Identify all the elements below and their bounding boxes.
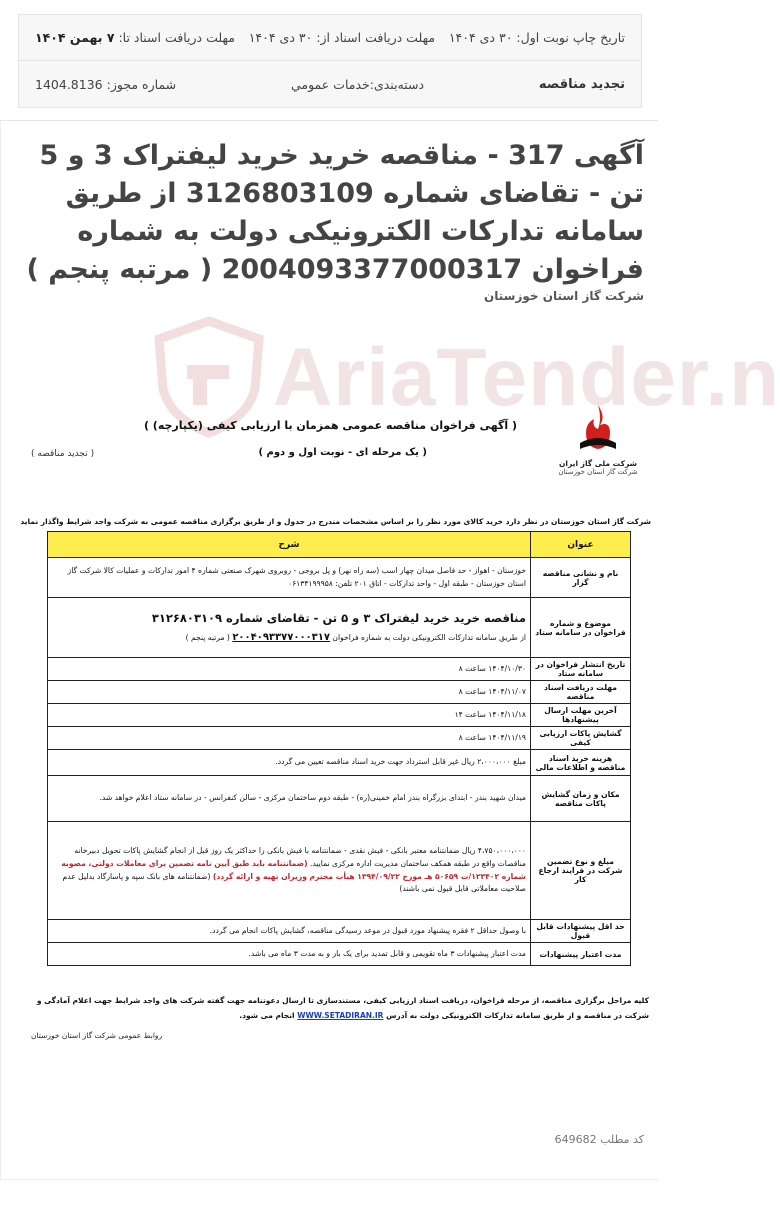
logo-caption: شرکت ملی گاز ایران: [559, 459, 637, 468]
row-label: آخرین مهلت ارسال پیشنهادها: [531, 704, 631, 727]
scan-signature: روابط عمومی شرکت گاز استان خوزستان: [31, 1031, 163, 1040]
scan-intro: شرکت گاز استان خوزستان در نظر دارد خرید کالای مورد نظر را بر اساس مشخصات مندرج در جدول و از طریق برگزاری مناقصه عمومی به شرکت واجد شرایط واگذار نماید: [20, 517, 651, 526]
row-value: ۱۴۰۴/۱۱/۱۸ ساعت ۱۴: [48, 704, 531, 727]
row-label: مبلغ و نوع تضمین شرکت در فرایند ارجاع کار: [531, 822, 631, 920]
table-row: [48, 704, 631, 727]
row-label: موضوع و شماره فراخوان در سامانه ستاد: [531, 598, 631, 658]
row-value: خوزستان - اهواز - حد فاصل میدان چهار اسب (سه راه نهر) و پل بروجی - روبروی شهرک صنعتی شماره ۴ امور تدارکات و عملیات کالا شرکت گاز استان خوزستان - طبقه اول - واحد تدارکات - اتاق ۲۰۱ تلفن: ۰۶۱۳۴۱۹۹۹۵۸: [48, 558, 531, 598]
announcement-card: [0, 120, 780, 1180]
row-value: ۱۴۰۴/۱۱/۰۷ ساعت ۸: [48, 681, 531, 704]
row-label: مدت اعتبار پیشنهادات: [531, 943, 631, 966]
row-label: تاریخ انتشار فراخوان در سامانه ستاد: [531, 658, 631, 681]
row-value: میدان شهید بندر - ابتدای بزرگراه بندر امام خمینی(ره) - طبقه دوم ساختمان مرکزی - سالن کنفرانس - در سامانه ستاد اعلام خواهد شد.: [48, 776, 531, 822]
table-row: [48, 750, 631, 776]
col-title: عنوان: [531, 532, 631, 558]
table-row: [48, 558, 631, 598]
scanned-announcement: [20, 403, 653, 1040]
guarantee-text: ۴،۷۵۰،۰۰۰،۰۰۰ ریال ضمانتنامه معتبر بانکی - فیش نقدی - ضمانتنامه با فیش بانکی را حداکثر یک روز قبل از انجام گشایش پاکات تحویل دبیرخانه مناقصات واقع در طبقه همکف ساختمان مدیریت اداره مرکزی نمایید.: [74, 845, 526, 868]
row-value: ۱۴۰۴/۱۱/۱۹ ساعت ۸: [48, 727, 531, 750]
page-title: آگهی 317 - مناقصه خرید خرید لیفتراک 3 و 5 تن - تقاضای شماره 3126803109 از طریق سامانه تدارکات الکترونیکی دولت به شماره فراخوان 2004093377000317 ( مرتبه پنجم ): [26, 140, 644, 285]
article-code: کد مطلب 649682: [554, 1133, 644, 1146]
row-label: حد اقل پیشنهادات قابل قبول: [531, 920, 631, 943]
receive-from: مهلت دریافت اسناد از: ۳۰ دی ۱۴۰۴: [248, 30, 436, 45]
row-label: نام و نشانی مناقصه گزار: [531, 558, 631, 598]
tender-table: [47, 531, 631, 966]
company-logo: [553, 403, 643, 476]
row-value: ۱۴۰۴/۱۰/۳۰ ساعت ۸: [48, 658, 531, 681]
tender-info-box: [18, 14, 642, 108]
info-row-meta: [19, 61, 641, 107]
call-number-line: از طریق سامانه تدارکات الکترونیکی دولت به شماره فراخوان ۲۰۰۴۰۹۳۳۷۷۰۰۰۳۱۷ ( مرتبه پنجم ): [185, 631, 526, 643]
row-value: با وصول حداقل ۲ فقره پیشنهاد مورد قبول در موعد رسیدگی مناقصه، گشایش پاکات انجام می گردد.: [48, 920, 531, 943]
guarantee-rule: (ضمانتنامه باید طبق آیین نامه تضمین برای معاملات دولتی، مصوبه شماره ۱۲۳۴۰۲/ت ۵۰۶۵۹ هـ مورخ ۱۳۹۴/۰۹/۲۲ هیأت محترم وزیران تهیه و ارائه گردد): [61, 858, 526, 881]
table-row: [48, 920, 631, 943]
row-label: مکان و زمان گشایش پاکات مناقصه: [531, 776, 631, 822]
scan-footer: کلیه مراحل برگزاری مناقصه، از مرحله فراخوان، دریافت اسناد ارزیابی کیفی، مستندسازی تا ارسال دعوتنامه جهت گفته شرکت های واجد شرایط جهت اعلام آمادگی و شرکت در مناقصه و از طریق سامانه تدارکات الکترونیکی دولت به آدرس WWW.SETADIRAN.IR انجام می شود.: [36, 996, 649, 1020]
company-name: شرکت گاز استان خوزستان: [484, 289, 644, 303]
table-row: [48, 943, 631, 966]
permit-number: شماره مجوز: 1404.8136: [35, 76, 177, 92]
guarantee-note: (ضمانتنامه های بانک سپه و پاسارگاد بدلیل عدم صلاحیت معاملاتی قابل قبول نمی باشند): [62, 871, 526, 894]
setad-link[interactable]: WWW.SETADIRAN.IR: [297, 1011, 384, 1020]
table-row: [48, 776, 631, 822]
row-value: [48, 598, 531, 658]
renew-tag: ( تجدید مناقصه ): [31, 449, 95, 459]
table-row: [48, 681, 631, 704]
row-label: مهلت دریافت اسناد مناقصه: [531, 681, 631, 704]
table-row: [48, 822, 631, 920]
table-header-row: [48, 532, 631, 558]
subject-text: مناقصه خرید خرید لیفتراک ۳ و ۵ تن - تقاضای شماره ۳۱۲۶۸۰۳۱۰۹: [151, 611, 526, 626]
table-row: [48, 727, 631, 750]
table-row: [48, 658, 631, 681]
col-desc: شرح: [48, 532, 531, 558]
row-value: [48, 822, 531, 920]
row-value: مبلغ ۲،۰۰۰،۰۰۰ ریال غیر قابل استرداد جهت خرید اسناد مناقصه تعیین می گردد.: [48, 750, 531, 776]
receive-to: مهلت دریافت اسناد تا: ۷ بهمن ۱۴۰۴: [35, 30, 235, 45]
row-label: هزینه خرید اسناد مناقصه و اطلاعات مالی: [531, 750, 631, 776]
category: دسته‌بندی:خدمات عمومي: [290, 76, 425, 92]
row-value: مدت اعتبار پیشنهادات ۳ ماه تقویمی و قابل تمدید برای یک بار و به مدت ۳ ماه می باشد.: [48, 943, 531, 966]
scan-subheading: ( یک مرحله ای - نوبت اول و دوم ): [258, 447, 427, 458]
row-label: گشایش پاکات ارزیابی کیفی: [531, 727, 631, 750]
info-row-dates: [19, 15, 641, 61]
print-date: تاریخ چاپ نوبت اول: ۳۰ دی ۱۴۰۴: [448, 30, 625, 45]
gas-flame-icon: [576, 403, 620, 453]
watermark-text: AriaTender.n: [273, 332, 780, 423]
table-row: [48, 598, 631, 658]
scan-heading: ( آگهی فراخوان مناقصه عمومی همزمان با ارزیابی کیفی (یکپارچه) ): [143, 419, 517, 432]
logo-company: شرکت گاز استان خوزستان: [558, 468, 638, 476]
tender-type: تجدید مناقصه: [538, 76, 625, 92]
